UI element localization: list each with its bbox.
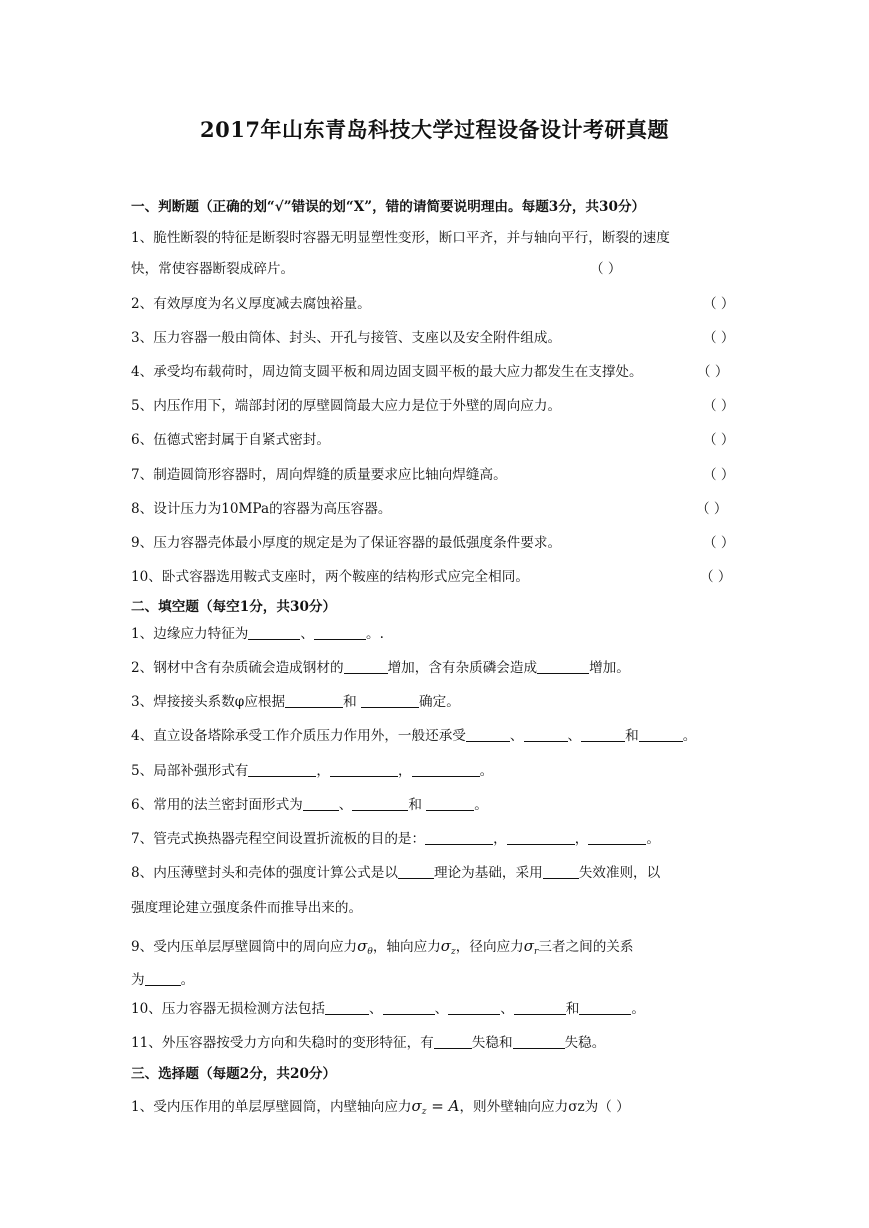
s1-item-8: 8、设计压力为10MPa的容器为高压容器。 (131, 501, 392, 517)
s1-item-3: 3、压力容器一般由筒体、封头、开孔与接管、支座以及安全附件组成。 (131, 330, 562, 346)
s1-item-5: 5、内压作用下，端部封闭的厚壁圆筒最大应力是位于外壁的周向应力。 (131, 398, 562, 414)
fill-blank (361, 693, 419, 708)
s1-answer-10: （ ） (700, 569, 732, 585)
fill-blank (537, 659, 589, 674)
fill-blank (581, 727, 625, 742)
s2-q10: 10、压力容器无损检测方法包括 、 、 、 和 。 (131, 1001, 645, 1017)
s1-answer-2: （ ） (703, 296, 735, 312)
s2-q4: 4、直立设备塔除承受工作介质压力作用外，一般还承受 、 、 和 。 (131, 728, 697, 744)
fill-blank (330, 762, 398, 777)
fill-blank (466, 727, 510, 742)
fill-blank (507, 830, 575, 845)
s1-answer-4: （ ） (697, 364, 729, 380)
s1-item-7: 7、制造圆筒形容器时，周向焊缝的质量要求应比轴向焊缝高。 (131, 467, 507, 483)
s2-q1: 1、边缘应力特征为 、 。. (131, 626, 384, 642)
s1-item-10: 10、卧式容器选用鞍式支座时，两个鞍座的结构形式应完全相同。 (131, 569, 529, 585)
fill-blank (314, 625, 366, 640)
fill-blank (425, 830, 493, 845)
sigma-z-symbol: $\sigma_z$ (440, 937, 456, 957)
s2-q2: 2、钢材中含有杂质硫会造成钢材的 增加，含有杂质磷会造成 增加。 (131, 660, 630, 676)
fill-blank (248, 625, 300, 640)
s1-answer-5: （ ） (703, 398, 735, 414)
s2-q9a: 9、受内压单层厚壁圆筒中的周向应力$\sigma_\theta$，轴向应力$\sigma_z$，径向应力$\sigma_r$三者之间的关系 (131, 937, 634, 957)
s2-q6: 6、常用的法兰密封面形式为 、 和 。 (131, 797, 488, 813)
s1-item-2: 2、有效厚度为名义厚度减去腐蚀裕量。 (131, 296, 371, 312)
s1-item-6: 6、伍德式密封属于自紧式密封。 (131, 432, 330, 448)
fill-blank (588, 830, 646, 845)
s2-q5: 5、局部补强形式有 ， ， 。 (131, 763, 494, 779)
s3-q1: 1、受内压作用的单层厚壁圆筒，内壁轴向应力$\sigma_z = A$，则外壁轴向应力σz为（ ） (131, 1097, 630, 1117)
fill-blank (248, 762, 316, 777)
s2-q9b: 为 。 (131, 972, 195, 988)
s2-q8b: 强度理论建立强度条件而推导出来的。 (131, 900, 363, 916)
fill-blank (448, 1000, 500, 1015)
fill-blank (412, 762, 480, 777)
fill-blank (434, 1034, 472, 1049)
fill-blank (579, 1000, 631, 1015)
s1-item-9: 9、压力容器壳体最小厚度的规定是为了保证容器的最低强度条件要求。 (131, 535, 562, 551)
fill-blank (398, 864, 434, 879)
s2-q3: 3、焊接接头系数φ应根据 和 确定。 (131, 694, 460, 710)
s1-answer-6: （ ） (703, 432, 735, 448)
fill-blank (383, 1000, 435, 1015)
fill-blank (543, 864, 579, 879)
sigma-theta-symbol: $\sigma_\theta$ (357, 937, 373, 957)
s1-answer-8: （ ） (696, 501, 728, 517)
section1-header: 一、判断题（正确的划“√”错误的划“X”，错的请简要说明理由。每题3分，共30分） (131, 199, 646, 215)
s1-answer-7: （ ） (703, 467, 735, 483)
fill-blank (285, 693, 343, 708)
fill-blank (352, 796, 408, 811)
page-title: 2017年山东青岛科技大学过程设备设计考研真题 (200, 117, 669, 142)
sigma-r-symbol: $\sigma_r$ (523, 937, 539, 957)
fill-blank (514, 1000, 566, 1015)
s1-item-1b: 快，常使容器断裂成碎片。 (131, 261, 295, 277)
s1-answer-9: （ ） (703, 535, 735, 551)
s2-q8a: 8、内压薄壁封头和壳体的强度计算公式是以 理论为基础，采用 失效准则，以 (131, 865, 661, 881)
s1-item-1a: 1、脆性断裂的特征是断裂时容器无明显塑性变形，断口平齐，并与轴向平行，断裂的速度 (131, 230, 670, 246)
s2-q7: 7、管壳式换热器壳程空间设置折流板的目的是： ， ， 。 (131, 831, 660, 847)
fill-blank (513, 1034, 565, 1049)
s2-q11: 11、外压容器按受力方向和失稳时的变形特征，有 失稳和 失稳。 (131, 1035, 606, 1051)
fill-blank (524, 727, 568, 742)
s1-answer-3: （ ） (703, 330, 735, 346)
fill-blank (145, 971, 181, 986)
sigma-z-equals-a-formula: $\sigma_z = A$ (411, 1097, 460, 1117)
s1-item-4: 4、承受均布载荷时，周边简支圆平板和周边固支圆平板的最大应力都发生在支撑处。 (131, 364, 643, 380)
fill-blank (639, 727, 683, 742)
fill-blank (325, 1000, 369, 1015)
fill-blank (426, 796, 474, 811)
fill-blank (303, 796, 339, 811)
section3-header: 三、选择题（每题2分，共20分） (131, 1066, 337, 1082)
section2-header: 二、填空题（每空1分，共30分） (131, 599, 337, 615)
fill-blank (344, 659, 388, 674)
s1-answer-1: （ ） (590, 261, 622, 277)
